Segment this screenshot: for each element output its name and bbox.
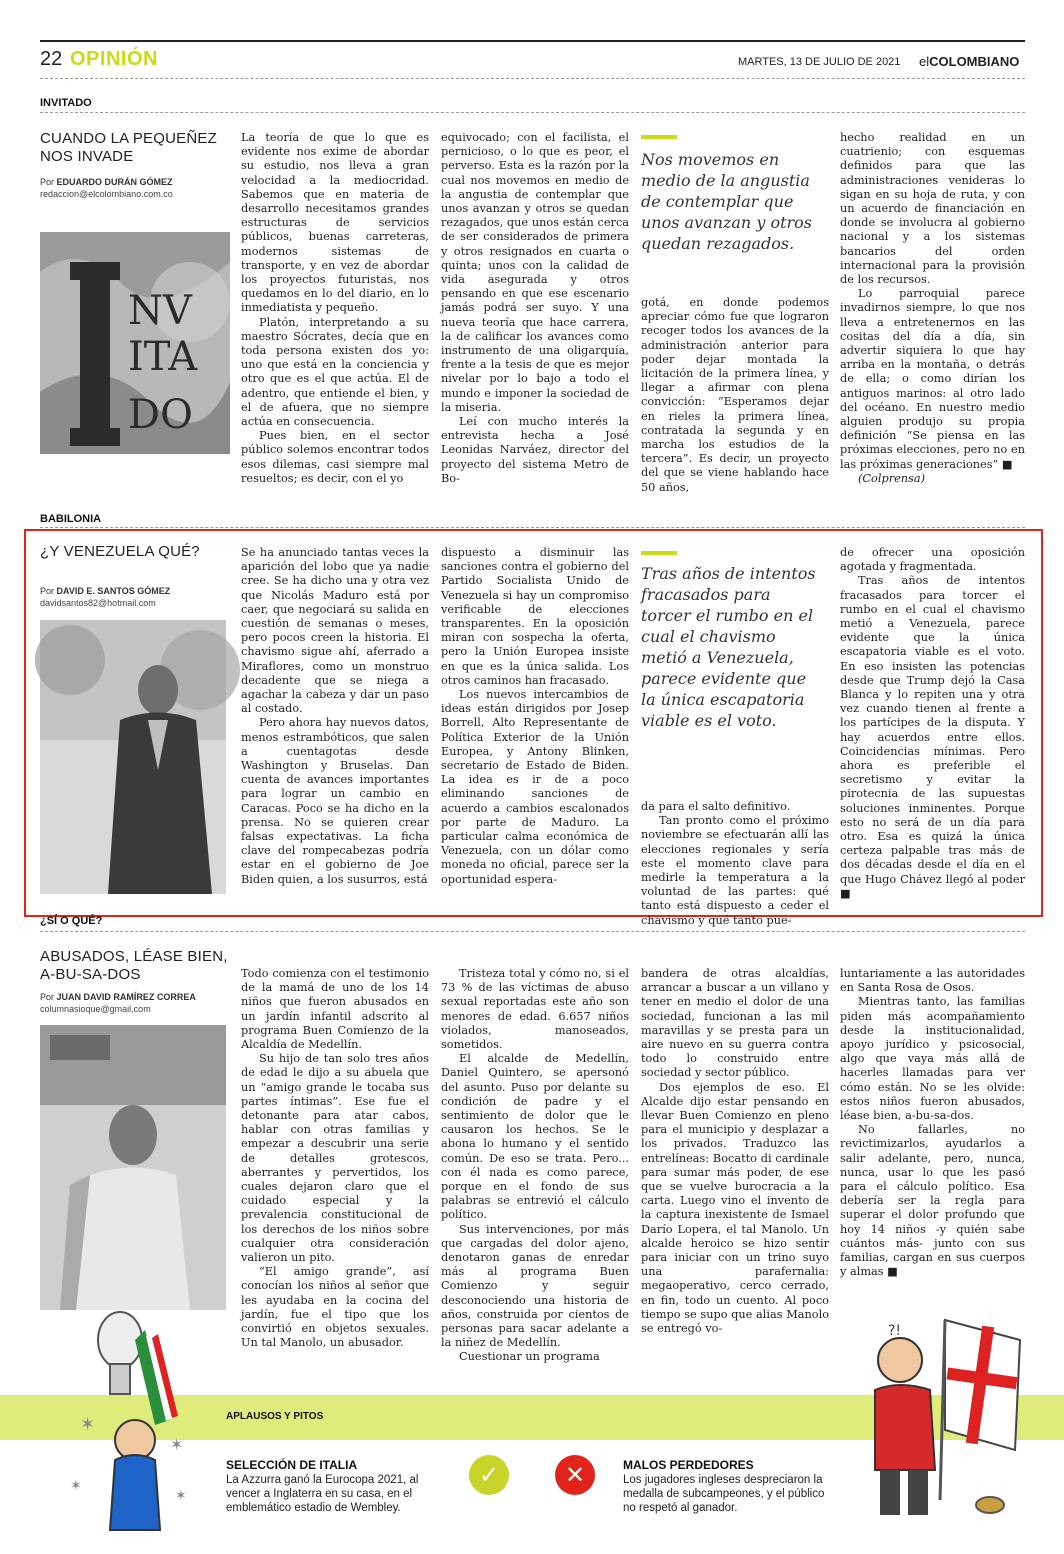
article1-column-4 (840, 131, 1025, 493)
paragraph: Se ha anunciado tantas veces la aparición del lobo que ya nadie cree. Se ha dicho una y otra vez que Nicolás Maduro está por caer, que negociará su salida en cuestión de semanas o meses, pero pocos creen la historia. El chavismo sigue ahí, aferrado a Miraflores, como un monstruo decadente que se niega a agachar la cabeza y dar un paso al costado. (241, 546, 429, 716)
article2-column-1 (241, 546, 429, 908)
issue-date: MARTES, 13 DE JULIO DE 2021 (738, 56, 901, 68)
paragraph: Los nuevos intercambios de ideas están dirigidos por Josep Borrell, Alto Representante de Política Exterior de la Unión Europea, y Antony Blinken, secretario de Estado de Biden. La idea es ir de a poco eliminando sanciones de acuerdo a cambios escalonados por parte de Maduro. La particular calma económica de Venezuela, con un dólar como moneda no oficial, parece ser la oportunidad espera- (441, 688, 629, 886)
pull-quote-accent (641, 135, 677, 139)
paragraph: La teoría de que lo que es evidente nos exime de abordar su estudio, nos lleva a gran velocidad a la mediocridad. Sabemos que en materia de desarrollo necesitamos grandes estructuras de servicios públicos, buenas carreteras, modernos sistemas de transporte, y en vez de abordar los proyectos futuristas, nos quedamos en lo del diario, en lo inmediatista y pequeño. (241, 131, 429, 315)
svg-text:✶: ✶ (175, 1488, 187, 1504)
article1-column-3 (641, 296, 829, 493)
invitado-letters-graphic (40, 232, 230, 454)
cartoon-italy-player (60, 1300, 210, 1530)
byline-prefix: Por (40, 992, 55, 1002)
byline-prefix: Por (40, 586, 55, 596)
applause-title: SELECCIÓN DE ITALIA (226, 1458, 358, 1472)
author-name: DAVID E. SANTOS GÓMEZ (56, 586, 171, 596)
applause-text: La Azzurra ganó la Eurocopa 2021, al vencer a Inglaterra en su casa, en el emblemático estadio de Wembley. (226, 1474, 419, 1514)
author-portrait-graphic (40, 620, 226, 894)
section-divider (40, 931, 1025, 932)
svg-text:NV: NV (128, 288, 192, 334)
article1-column-1 (241, 131, 429, 493)
paragraph: Platón, interpretando a su maestro Sócrates, decía que en toda persona existen dos yo: uno que está en la conciencia y otro que es el que actúa. El de adentro, que entiende el bien, y el de afuera, que no siempre actúa en consecuencia. (241, 315, 429, 429)
author-name: JUAN DAVID RAMÍREZ CORREA (56, 992, 196, 1002)
article2-column-4 (840, 546, 1025, 908)
paragraph: Mientras tanto, las familias piden más acompañamiento desde la institucionalidad, apoyo jurídico y psicosocial, algo que vaya más allá de hacerles llamadas para ver cómo están. No se les olvide: estos niños fueron abusados, léase bien, a-bu-sa-dos. (840, 995, 1025, 1123)
invitado-artwork (40, 232, 230, 454)
author-name: EDUARDO DURÁN GÓMEZ (56, 177, 173, 187)
paragraph: equivocado; con el facilista, el pernicioso, o lo que es peor, el perverso. Esta es la razón por la cual nos movemos en medio de la angustia de contemplar que unos avanzan y otros se quedan rezagados, que unos están cerca de ser considerados de primera y otros resignados en cuarta o quinta; unos con la calidad de vida asegurada y otros pensando en que ese escenario jamás podrá ser suyo. Y una nueva teoría que hace carrera, la de calificar los avances como instrumento de una oligarquía, frente a la tesis de que es mejor nivelar por lo bajo a todo el mundo e imponer la sociedad de la miseria. (441, 131, 629, 414)
check-icon: ✓ (469, 1455, 509, 1495)
brand-logo (919, 54, 1019, 69)
author-photo (40, 1025, 226, 1310)
paragraph: “El amigo grande”, así conocían los niños al señor que les ayudaba en la cocina del jardín, fue el tipo que los convirtió en objetos sexuales. Un tal Manolo, un abusador. (241, 1265, 429, 1350)
article3-email: columnasioque@gmail.com (40, 1004, 151, 1014)
brand-prefix: el (919, 54, 930, 69)
article2-byline (40, 586, 170, 596)
brand-name: COLOMBIANO (929, 54, 1020, 69)
paragraph: Dos ejemplos de eso. El Alcalde dijo estar pensando en llevar Buen Comienzo en pleno para el municipio y desplazar a los privados. Traduzco las entrelíneas: Bocatto di cardinale para sumar más poder, de ese que se vuelve burocracia a la carta. Luego vino el invento de la captura inexistente de Ismael Darío Lopera, el tal Manolo. Un alcalde heroico se hizo sentir para iniciar con un trino suyo una parafernalia: megaoperativo, cerco cerrado, en fin, todo un cuento. Al poco tiempo se supo que alias Manolo se entregó vo- (641, 1080, 829, 1336)
aplausos-label: APLAUSOS Y PITOS (226, 1411, 324, 1422)
paragraph: El alcalde de Medellín, Daniel Quintero, se apersonó del asunto. Puso por delante su condición de padre y el sentimiento de dolor que le causaron los hechos. Se le abona lo humano y el sentido común. De eso se trata. Pero... con él nada es como parece, porque en el fondo de sus palabras se entrevió el cálculo político. (441, 1052, 629, 1222)
paragraph: hecho realidad en un cuatrienio; con esquemas definidos para que las administraciones venideras lo sigan en su hoja de ruta, y con un acuerdo de financiación en donde se involucra al gobierno nacional y a los sistemas bancarios del orden internacional para la provisión de los recursos. (840, 131, 1025, 287)
article2-pull-quote: Tras años de intentos fracasados para torcer el rumbo en el cual el chavismo metió a Venezuela, parece evidente que la única escapatoria viable es el voto. (641, 564, 816, 730)
paragraph: Su hijo de tan solo tres años de edad le dijo a su abuela que un “amigo grande le tocaba sus partes íntimas”. Ese fue el detonante para atar cabos, hablar con otras familias y empezar a descubrir una serie de detalles grotescos, aberrantes y pervertidos, los cuales dejaron claro que el cuidado especial y la prevalencia constitucional de los derechos de los niños sobre cualquier otra consideración valieron un pito. (241, 1052, 429, 1265)
paragraph: Cuestionar un programa (459, 1350, 600, 1364)
section-divider (40, 112, 1025, 113)
pull-quote-accent (641, 551, 677, 555)
article2-headline: ¿Y VENEZUELA QUÉ? (40, 543, 200, 560)
svg-text:?!: ?! (888, 1323, 902, 1339)
article3-column-3 (641, 967, 829, 1363)
paragraph: Pero ahora hay nuevos datos, menos estrambóticos, que salen a cuentagotas desde Washington y Bruselas. Dan cuenta de avances importantes para lograr un cambio en Caracas. Poco se ha dicho en la prensa. No se quieren crear falsas expectativas. La ficha clave del rompecabezas podría estar en el gobierno de Joe Biden quien, a los susurros, está (241, 716, 429, 886)
paragraph: No fallarles, no revictimizarlos, ayudarlos a salir adelante, pero, nunca, nunca, usar lo que les pasó para el cálculo político. Esa debería ser la regla para superar el dolor profundo que hoy 14 niños -y quién sabe cuántos más- junto con sus familias, cargan en sus cuerpos y almas ■ (840, 1123, 1025, 1279)
byline-prefix: Por (40, 177, 55, 187)
paragraph: bandera de otras alcaldías, arrancar a buscar a un villano y tener en medio el dolor de una sociedad, funcionan a las mil maravillas y se presta para un aire nuevo en su guerra contra todo lo construido entre sociedad y sector público. (641, 967, 829, 1080)
author-portrait-graphic (40, 1025, 226, 1310)
cross-icon: ✕ (555, 1455, 595, 1495)
article1-column-2 (441, 131, 629, 493)
article3-headline: ABUSADOS, LÉASE BIEN, A-BU-SA-DOS (40, 948, 228, 983)
svg-text:ITA: ITA (128, 334, 198, 380)
article3-column-4 (840, 967, 1025, 1279)
cartoon-england-fan (850, 1300, 1030, 1530)
paragraph: luntariamente a las autoridades en Santa Rosa de Osos. (840, 967, 1025, 995)
paragraph: da para el salto definitivo. (641, 800, 791, 813)
svg-text:✶: ✶ (80, 1414, 96, 1435)
paragraph: Pues bien, en el sector público solemos encontrar todos esos dilemas, casi siempre mal resueltos; es decir, con el yo (241, 429, 429, 485)
paragraph: de ofrecer una oposición agotada y fragmentada. (840, 546, 1025, 574)
section-label-invitado: INVITADO (40, 97, 92, 109)
article1-email: redaccion@elcolombiano.com.co (40, 189, 173, 199)
article1-byline (40, 177, 173, 187)
paragraph: Tan pronto como el próximo noviembre se efectuarán allí las elecciones regionales y sería este el momento clave para medirle la temperatura a la voluntad de las partes: qué tanto está dispuesto a ceder el chavismo y qué tanto pue- (641, 814, 829, 927)
svg-text:✶: ✶ (170, 1435, 184, 1454)
article2-column-3 (641, 800, 829, 927)
boo-text: Los jugadores ingleses despreciaron la medalla de subcampeones, y el público no respetó al ganador. (623, 1474, 825, 1514)
paragraph: Tras años de intentos fracasados para torcer el rumbo en el cual el chavismo metió a Venezuela, parece evidente que la única escapatoria viable es el voto. En eso insisten las potencias desde que Trump dejó la Casa Blanca y lo repiten una y otra vez cuando tienen al frente a los partícipes de la disputa. Y hay acuerdos entre ellos. Coincidencias mínimas. Pero ahora es preferible el secretismo y evitar la pirotecnia de las supuestas soluciones inminentes. Porque esto no será de un día para otro. Esa es quizá la única certeza palpable tras más de dos décadas desde el día en el que Hugo Chávez llegó al poder ■ (840, 574, 1025, 900)
article2-email: davidsantos82@hotmail.com (40, 598, 156, 608)
boo-title: MALOS PERDEDORES (623, 1458, 754, 1472)
article3-column-2 (441, 967, 629, 1363)
section-label-babilonia: BABILONIA (40, 513, 102, 525)
article3-column-1 (241, 967, 429, 1363)
paragraph: Sus intervenciones, por más que cargadas del dolor ajeno, denotaron ganas de enredar más al programa Buen Comienzo y seguir desconociendo una historia de años, construida por cientos de personas para sacar adelante a la niñez de Medellín. (441, 1222, 629, 1350)
masthead-rule (40, 40, 1025, 42)
section-divider (40, 527, 1025, 528)
section-title: OPINIÓN (70, 48, 158, 70)
article1-pull-quote: Nos movemos en medio de la angustia de contemplar que unos avanzan y otros quedan rezagados. (641, 150, 812, 253)
paragraph: Lo parroquial parece invadirnos siempre, lo que nos lleva a entretenernos en las cositas del día a día, sin advertir siquiera lo que hay arriba en la montaña, o detrás de ella; o como dirían los antiguos marinos: al otro lado del océano. En nuestro medio alguien produjo su propia definición “Se piensa en las próximas elecciones, pero no en las próximas generaciones” ■ (840, 287, 1025, 471)
page-number: 22 (40, 48, 63, 70)
section-label-si-o-que: ¿SÍ O QUÉ? (40, 915, 103, 927)
svg-text:✶: ✶ (70, 1478, 82, 1494)
paragraph: gotá, en donde podemos apreciar cómo fue que lograron recoger todos los avances de la administración anterior para poder dejar montada la licitación de la primera línea, y llegar a afirmar con plena convicción: “Esperamos dejar en rieles la primera línea, contratada la segunda y en marcha los estudios de la tercera”. Es decir, un proyecto del que se viene hablando hace 50 años, (641, 296, 829, 494)
paragraph: Todo comienza con el testimonio de la mamá de uno de los 14 niños que fueron abusados en un jardín infantil adscrito al programa Buen Comienzo de la Alcaldía de Medellín. (241, 967, 429, 1052)
masthead-divider (40, 78, 1025, 79)
paragraph: Leí con mucho interés la entrevista hecha a José Leonidas Narváez, director del proyecto del sistema Metro de Bo- (441, 415, 629, 485)
paragraph: dispuesto a disminuir las sanciones contra el gobierno del Partido Socialista Unido de Venezuela si hay un compromiso verificable de elecciones transparentes. En la oposición miran con sospecha la oferta, pero la Unión Europea insiste en que es la única salida. Los otros caminos han fracasado. (441, 546, 629, 687)
credit-line: (Colprensa) (858, 471, 925, 485)
article3-byline (40, 992, 196, 1002)
article2-column-2 (441, 546, 629, 908)
svg-text:DO: DO (128, 392, 193, 438)
paragraph: Tristeza total y cómo no, si el 73 % de las víctimas de abuso sexual reportadas este año son menores de edad. 6.657 niños violados, manoseados, sometidos. (441, 967, 629, 1052)
article1-headline: CUANDO LA PEQUEÑEZ NOS INVADE (40, 130, 217, 165)
author-photo (40, 620, 226, 894)
